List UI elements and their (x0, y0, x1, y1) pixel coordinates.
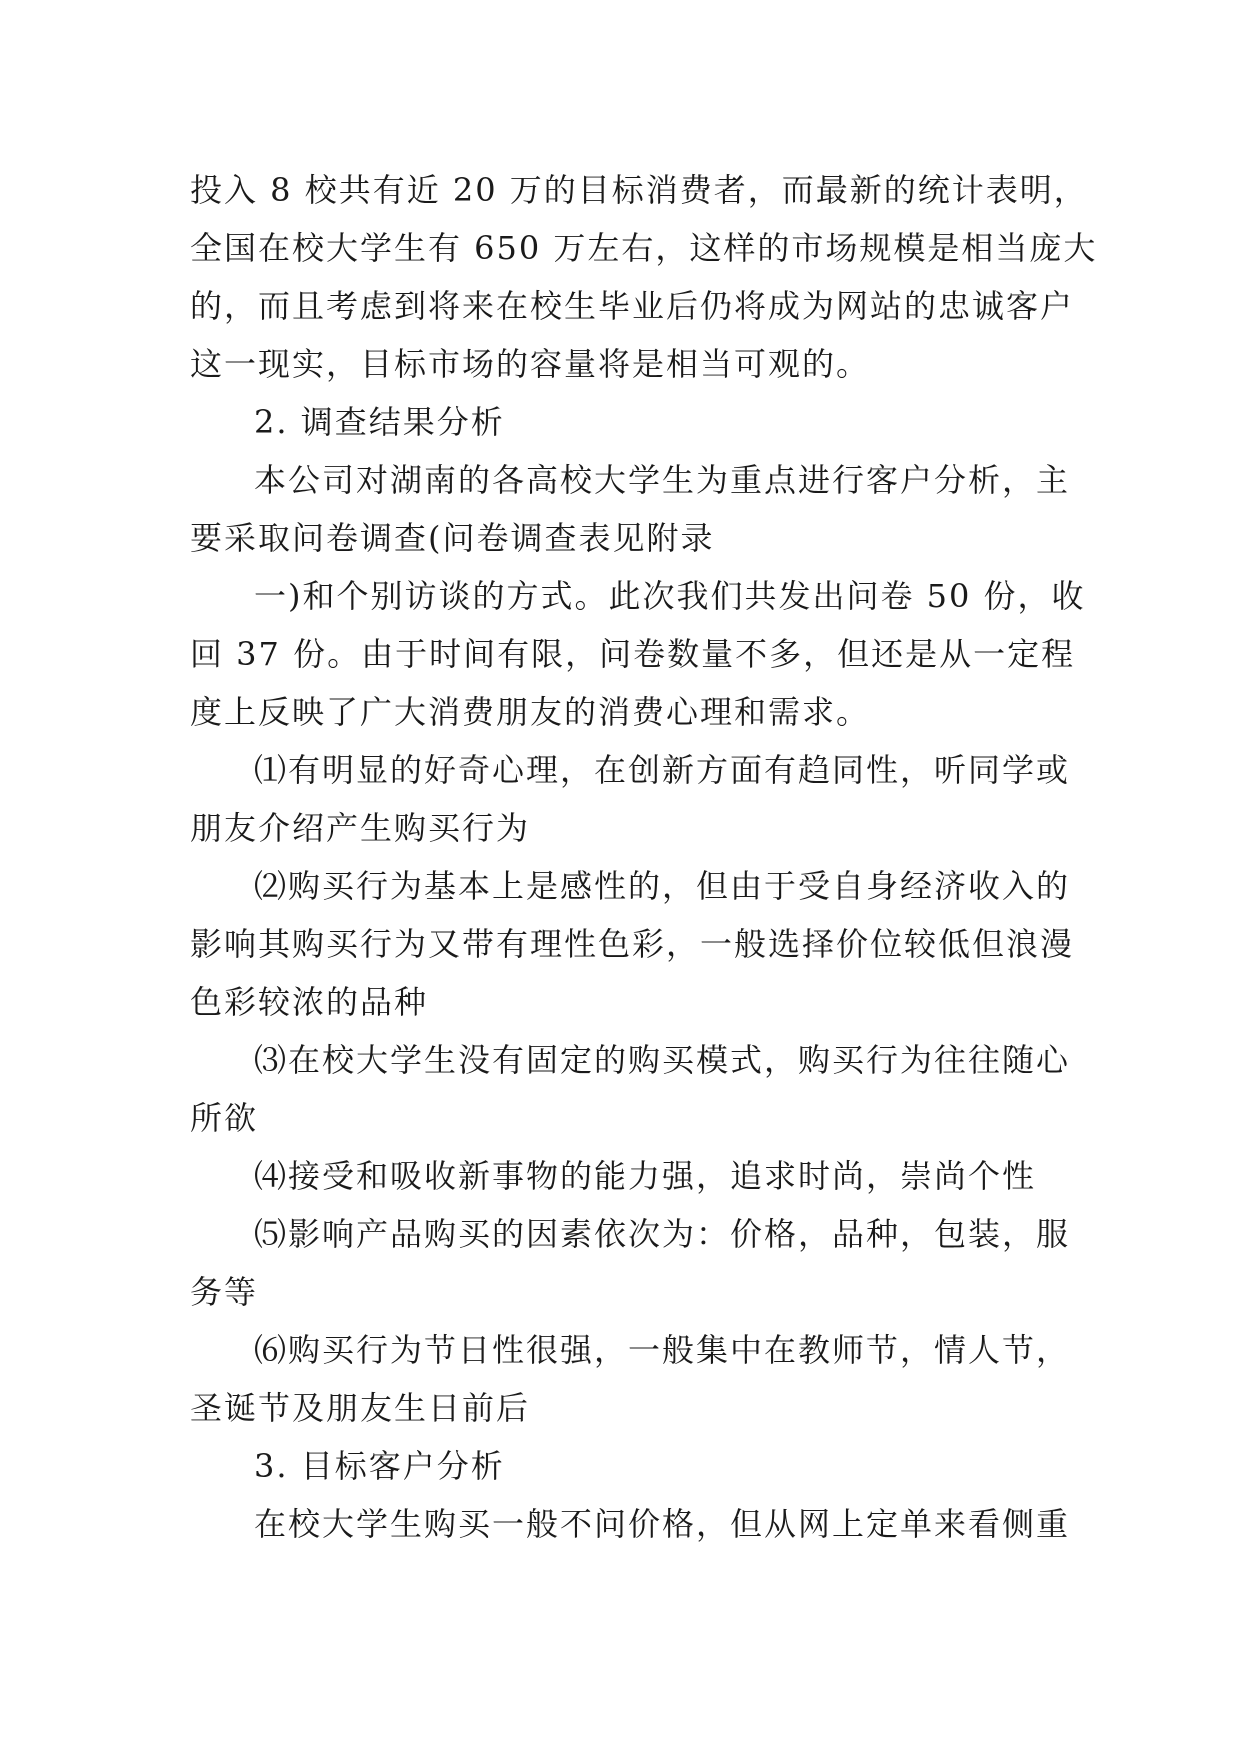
list-item: ⑶在校大学生没有固定的购买模式，购买行为往往随心 (254, 1041, 1071, 1079)
section-heading: 3. 目标客户分析 (254, 1447, 505, 1485)
list-item-continuation: 圣诞节及朋友生日前后 (190, 1389, 531, 1427)
list-item-continuation: 影响其购买行为又带有理性色彩，一般选择价位较低但浪漫 (190, 925, 1075, 963)
list-item: ⑷接受和吸收新事物的能力强，追求时尚，崇尚个性 (254, 1157, 1037, 1195)
body-text-line: 本公司对湖南的各高校大学生为重点进行客户分析，主 (254, 461, 1071, 499)
body-text-line: 度上反映了广大消费朋友的消费心理和需求。 (190, 693, 871, 731)
body-text-line: 在校大学生购买一般不问价格，但从网上定单来看侧重 (254, 1505, 1071, 1543)
body-text-line: 全国在校大学生有 650 万左右，这样的市场规模是相当庞大 (190, 229, 1098, 267)
list-item-continuation: 色彩较浓的品种 (190, 983, 429, 1021)
list-item: ⑹购买行为节日性很强，一般集中在教师节，情人节， (254, 1331, 1071, 1369)
body-text-line: 的，而且考虑到将来在校生毕业后仍将成为网站的忠诚客户 (190, 287, 1075, 325)
list-item-continuation: 务等 (190, 1273, 259, 1311)
list-item-continuation: 朋友介绍产生购买行为 (190, 809, 531, 847)
body-text-line: 一)和个别访谈的方式。此次我们共发出问卷 50 份，收 (254, 577, 1086, 615)
list-item: ⑴有明显的好奇心理，在创新方面有趋同性，听同学或 (254, 751, 1071, 789)
section-heading: 2. 调查结果分析 (254, 403, 505, 441)
body-text-line: 回 37 份。由于时间有限，问卷数量不多，但还是从一定程 (190, 635, 1076, 673)
body-text-line: 这一现实，目标市场的容量将是相当可观的。 (190, 345, 871, 383)
list-item: ⑸影响产品购买的因素依次为：价格，品种，包装，服 (254, 1215, 1071, 1253)
body-text-line: 要采取问卷调查(问卷调查表见附录 (190, 519, 715, 557)
body-text-line: 投入 8 校共有近 20 万的目标消费者，而最新的统计表明， (190, 171, 1088, 209)
list-item: ⑵购买行为基本上是感性的，但由于受自身经济收入的 (254, 867, 1071, 905)
list-item-continuation: 所欲 (190, 1099, 259, 1137)
